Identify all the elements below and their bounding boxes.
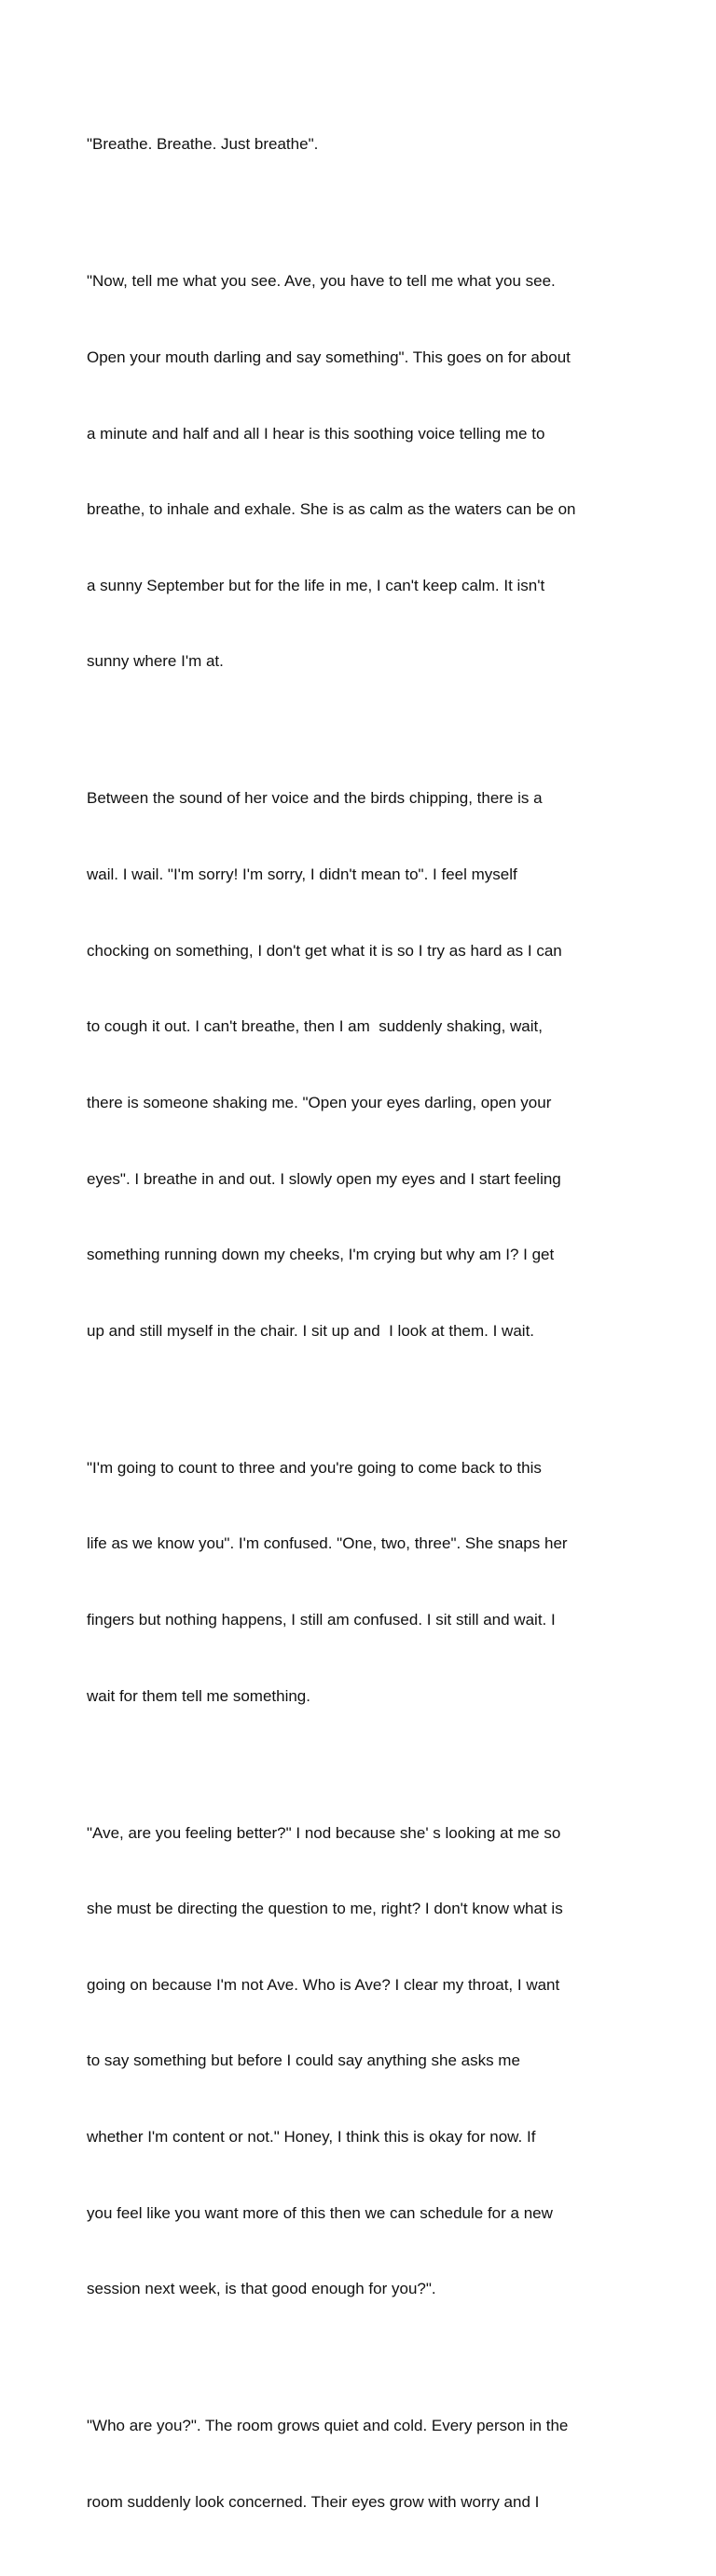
document-page (87, 81, 632, 2576)
paragraph-2 (87, 218, 632, 725)
text-line: "Breathe. Breathe. Just breathe". (87, 135, 319, 154)
text-line: you feel like you want more of this then we can schedule for a new (87, 2203, 553, 2222)
paragraph-1 (87, 81, 632, 208)
text-line: whether I'm content or not." Honey, I think this is okay for now. If (87, 2128, 536, 2147)
text-line: session next week, is that good enough for you?". (87, 2280, 436, 2298)
text-line: Between the sound of her voice and the birds chipping, there is a (87, 789, 543, 808)
text-line: to cough it out. I can't breathe, then I am suddenly shaking, wait, (87, 1017, 543, 1036)
paragraph-6 (87, 2363, 632, 2566)
text-line: Open your mouth darling and say something". This goes on for about (87, 348, 571, 367)
text-line: she must be directing the question to me, right? I don't know what is (87, 1900, 563, 1918)
text-line: going on because I'm not Ave. Who is Ave? I clear my throat, I want (87, 1975, 560, 1994)
text-line: fingers but nothing happens, I still am confused. I sit still and wait. I (87, 1610, 556, 1629)
text-line: "Ave, are you feeling better?" I nod because she' s looking at me so (87, 1823, 561, 1842)
text-line: a minute and half and all I hear is this soothing voice telling me to (87, 424, 545, 443)
text-line: to say something but before I could say anything she asks me (87, 2051, 520, 2070)
text-line: sunny where I'm at. (87, 652, 224, 671)
text-line: room suddenly look concerned. Their eyes grow with worry and I (87, 2492, 540, 2511)
text-line: chocking on something, I don't get what it is so I try as hard as I can (87, 941, 562, 960)
paragraph-4 (87, 1404, 632, 1759)
text-line: "Who are you?". The room grows quiet and cold. Every person in the (87, 2417, 569, 2435)
text-line: there is someone shaking me. "Open your eyes darling, open your (87, 1093, 552, 1111)
text-line: wait for them tell me something. (87, 1686, 310, 1705)
text-line: something running down my cheeks, I'm crying but why am I? I get (87, 1246, 555, 1264)
text-line: "I'm going to count to three and you're going to come back to this (87, 1458, 542, 1477)
text-line: "Now, tell me what you see. Ave, you have to tell me what you see. (87, 272, 556, 291)
text-line: eyes". I breathe in and out. I slowly open my eyes and I start feeling (87, 1169, 561, 1188)
text-line: up and still myself in the chair. I sit up and I look at them. I wait. (87, 1321, 535, 1340)
text-line: wail. I wail. "I'm sorry! I'm sorry, I didn't mean to". I feel myself (87, 865, 517, 884)
paragraph-3 (87, 735, 632, 1394)
text-line: breathe, to inhale and exhale. She is as calm as the waters can be on (87, 500, 576, 519)
text-line: a sunny September but for the life in me, I can't keep calm. It isn't (87, 576, 545, 594)
paragraph-5 (87, 1769, 632, 2352)
text-line: life as we know you". I'm confused. "One, two, three". She snaps her (87, 1534, 568, 1553)
